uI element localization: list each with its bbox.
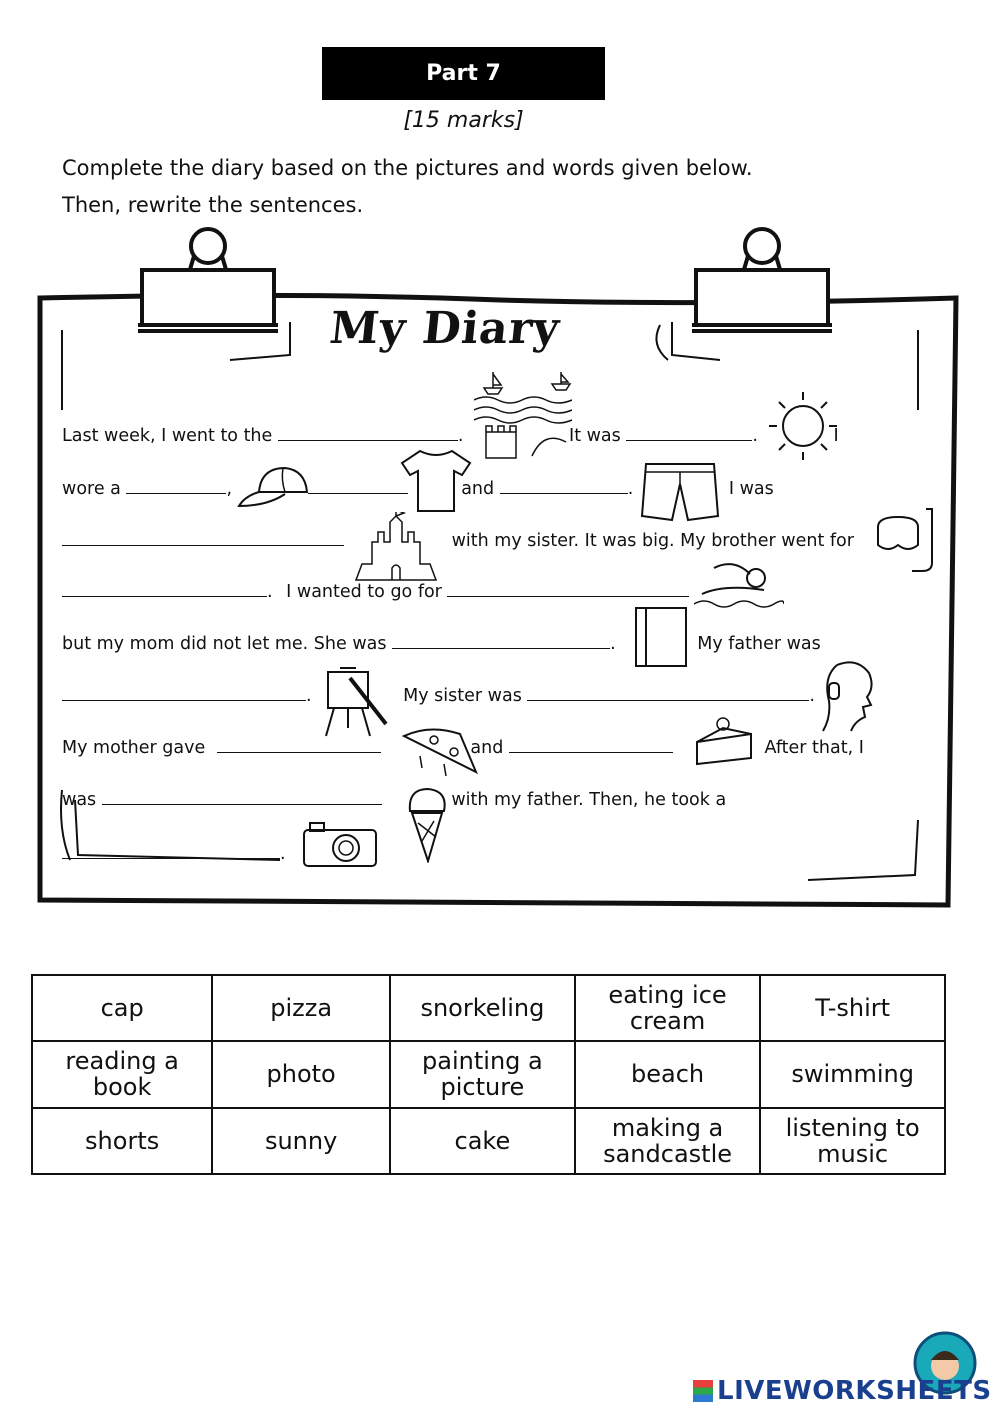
instruction-line-2: Then, rewrite the sentences. xyxy=(62,193,364,217)
text: My father was xyxy=(697,634,821,654)
text: I was xyxy=(728,479,774,499)
liveworksheets-logo xyxy=(693,1376,992,1406)
word-cell: sunny xyxy=(212,1108,390,1174)
text: . xyxy=(280,844,286,864)
word-cell: listening to music xyxy=(760,1108,945,1174)
answer-blank-sunny[interactable] xyxy=(626,426,752,441)
answer-blank-swimming[interactable] xyxy=(447,582,689,597)
word-bank-row xyxy=(32,1108,945,1174)
diary-line-9 xyxy=(62,844,286,864)
text: I xyxy=(833,426,839,446)
instruction-line-1: Complete the diary based on the pictures and words given below. xyxy=(62,156,753,180)
word-cell: beach xyxy=(575,1041,761,1107)
diary-line-8 xyxy=(62,790,726,810)
word-bank-row xyxy=(32,975,945,1041)
text: but my mom did not let me. She was xyxy=(62,634,387,654)
answer-blank-beach[interactable] xyxy=(278,426,458,441)
text: . xyxy=(752,426,758,446)
word-cell: swimming xyxy=(760,1041,945,1107)
diary-title: My Diary xyxy=(327,303,563,354)
diary-line-6 xyxy=(62,686,815,706)
answer-blank-pizza[interactable] xyxy=(217,738,381,753)
text: and xyxy=(470,738,504,758)
word-cell: photo xyxy=(212,1041,390,1107)
text: My sister was xyxy=(403,686,522,706)
logo-mark-icon xyxy=(693,1380,713,1402)
text: with my father. Then, he took a xyxy=(451,790,727,810)
word-cell: cake xyxy=(390,1108,575,1174)
binder-clip-left-icon xyxy=(138,229,278,331)
text: My mother gave xyxy=(62,738,206,758)
swimming-icon xyxy=(694,558,784,614)
word-bank-row xyxy=(32,1041,945,1107)
girl-headphones-icon xyxy=(815,657,881,735)
text: . xyxy=(306,686,312,706)
word-cell: making a sandcastle xyxy=(575,1108,761,1174)
text: . xyxy=(457,426,464,446)
text: . xyxy=(809,686,815,706)
text: . xyxy=(610,634,616,654)
text: wore a xyxy=(62,479,121,499)
text: I wanted to go for xyxy=(286,582,442,602)
answer-blank-photo[interactable] xyxy=(62,844,280,859)
part-header: Part 7 xyxy=(322,47,605,100)
text: was xyxy=(62,790,97,810)
answer-blank-snorkeling[interactable] xyxy=(62,582,267,597)
word-bank-table xyxy=(31,974,946,1175)
camera-icon xyxy=(302,820,378,868)
word-cell: shorts xyxy=(32,1108,212,1174)
diary-line-3 xyxy=(62,531,854,551)
answer-blank-t-shirt[interactable] xyxy=(308,479,408,494)
diary-line-1 xyxy=(62,426,839,446)
word-cell: pizza xyxy=(212,975,390,1041)
word-cell: snorkeling xyxy=(390,975,575,1041)
text: and xyxy=(461,479,495,499)
diary-line-2 xyxy=(62,479,774,499)
text: , xyxy=(226,479,233,499)
text: with my sister. It was big. My brother went for xyxy=(451,531,854,551)
snorkel-mask-icon xyxy=(872,505,938,573)
answer-blank-reading[interactable] xyxy=(392,634,610,649)
word-cell: reading a book xyxy=(32,1041,212,1107)
text: After that, I xyxy=(764,738,864,758)
answer-blank-eating-ice-cream[interactable] xyxy=(102,790,382,805)
brand-text: LIVEWORKSHEETS xyxy=(717,1376,992,1406)
answer-blank-shorts[interactable] xyxy=(500,479,628,494)
text: . xyxy=(267,582,273,602)
word-cell: eating ice cream xyxy=(575,975,761,1041)
diary-line-5 xyxy=(62,634,821,654)
word-cell: painting a picture xyxy=(390,1041,575,1107)
answer-blank-sandcastle[interactable] xyxy=(62,531,344,546)
diary-line-7 xyxy=(62,738,864,758)
word-cell: T-shirt xyxy=(760,975,945,1041)
answer-blank-painting[interactable] xyxy=(62,686,306,701)
text: Last week, I went to the xyxy=(62,426,273,446)
marks-label: [15 marks] xyxy=(403,108,524,133)
binder-clip-right-icon xyxy=(692,229,832,331)
beach-icon xyxy=(474,370,572,460)
word-cell: cap xyxy=(32,975,212,1041)
answer-blank-listening[interactable] xyxy=(527,686,809,701)
text: . xyxy=(627,479,634,499)
answer-blank-cap[interactable] xyxy=(126,479,226,494)
text: It was xyxy=(569,426,621,446)
diary-line-4 xyxy=(62,582,689,602)
answer-blank-cake[interactable] xyxy=(509,738,673,753)
